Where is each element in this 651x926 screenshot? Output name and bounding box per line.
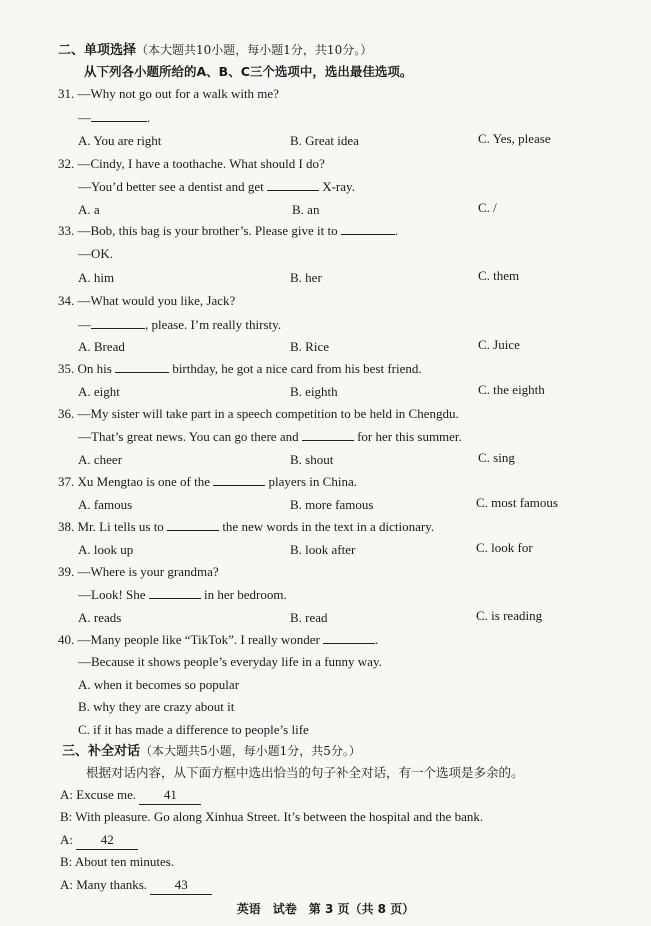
dialogue-text: A: — [60, 832, 73, 847]
section-2-number: 二、 — [58, 43, 85, 58]
question-40-text: 40. —Many people like “TikTok”. I really wonder — [58, 632, 320, 647]
question-37-option-a[interactable]: A. famous — [78, 497, 133, 512]
question-36-option-a[interactable]: A. cheer — [78, 452, 123, 467]
question-39-text-end: in her bedroom. — [204, 587, 287, 602]
question-33-option-a[interactable]: A. him — [78, 270, 115, 285]
question-40-stem — [58, 631, 378, 649]
question-35-text: 35. On his — [58, 361, 112, 376]
question-33-stem — [58, 222, 398, 240]
question-38-text-end: the new words in the text in a dictionary. — [222, 519, 435, 534]
section-3-number: 三、 — [62, 744, 89, 759]
question-31-dash: — — [78, 110, 91, 125]
question-33-period: . — [394, 223, 399, 238]
question-31-stem: 31. —Why not go out for a walk with me? — [58, 86, 279, 101]
question-37-text: 37. Xu Mengtao is one of the — [58, 474, 211, 489]
dialogue-blank-42[interactable]: 42 — [76, 831, 138, 850]
question-40-blank[interactable] — [323, 631, 375, 644]
question-38-blank[interactable] — [167, 518, 219, 531]
question-36-text: —That’s great news. You can go there and — [78, 429, 299, 444]
dialogue-blank-43[interactable]: 43 — [150, 876, 212, 895]
question-33-response: —OK. — [78, 246, 114, 261]
question-35-blank[interactable] — [115, 360, 169, 373]
section-2-note: （本大题共10小题，每小题1分，共10分。） — [136, 43, 373, 57]
question-39-blank[interactable] — [149, 586, 201, 599]
section-3-instruction: 根据对话内容，从下面方框中选出恰当的句子补全对话，有一个选项是多余的。 — [86, 765, 524, 780]
question-31-blank[interactable] — [91, 109, 147, 122]
question-40-period: . — [375, 632, 379, 647]
page-footer: 英语 试卷 第 3 页（共 8 页） — [236, 902, 415, 916]
question-31-option-c[interactable]: C. Yes, please — [478, 131, 551, 146]
question-33-blank[interactable] — [341, 222, 395, 235]
question-34-option-a[interactable]: A. Bread — [78, 339, 125, 354]
question-34-text: , please. I’m really thirsty. — [145, 317, 281, 332]
question-36-option-b[interactable]: B. shout — [290, 452, 334, 467]
question-33-option-c[interactable]: C. them — [478, 268, 520, 283]
dialogue-blank-41[interactable]: 41 — [139, 786, 201, 805]
question-34-option-b[interactable]: B. Rice — [290, 339, 329, 354]
dialogue-line-4: B: About ten minutes. — [60, 854, 175, 869]
question-38-option-b[interactable]: B. look after — [290, 542, 356, 557]
question-36-blank[interactable] — [302, 428, 354, 441]
question-33-text: 33. —Bob, this bag is your brother’s. Please give it to — [58, 223, 338, 238]
question-37-stem — [58, 473, 357, 491]
question-32-option-a[interactable]: A. a — [78, 202, 100, 217]
question-32-blank[interactable] — [267, 178, 319, 191]
question-38-text: 38. Mr. Li tells us to — [58, 519, 164, 534]
dialogue-line-3 — [60, 831, 138, 850]
section-3-title: 补全对话 — [88, 744, 141, 759]
question-35-option-a[interactable]: A. eight — [78, 384, 120, 399]
question-32-text-end: X-ray. — [322, 179, 355, 194]
question-32-text: —You’d better see a dentist and get — [78, 179, 264, 194]
section-3-header — [62, 742, 361, 761]
section-2-title: 单项选择 — [84, 43, 137, 58]
question-38-stem — [58, 518, 434, 536]
question-35-stem — [58, 360, 422, 378]
question-40-option-b[interactable]: B. why they are crazy about it — [78, 699, 235, 714]
question-40-response: —Because it shows people’s everyday life in a funny way. — [78, 654, 382, 669]
question-38-option-c[interactable]: C. look for — [476, 540, 533, 555]
question-32-option-c[interactable]: C. / — [478, 200, 497, 215]
question-37-blank[interactable] — [213, 473, 265, 486]
question-39-response — [78, 586, 287, 604]
question-37-text-end: players in China. — [268, 474, 357, 489]
question-37-option-b[interactable]: B. more famous — [290, 497, 374, 512]
question-32-option-b[interactable]: B. an — [292, 202, 320, 217]
question-31-option-b[interactable]: B. Great idea — [290, 133, 359, 148]
dialogue-line-2: B: With pleasure. Go along Xinhua Street. It’s between the hospital and the bank. — [60, 809, 484, 824]
question-31-option-a[interactable]: A. You are right — [78, 133, 162, 148]
question-35-option-b[interactable]: B. eighth — [290, 384, 338, 399]
question-37-option-c[interactable]: C. most famous — [476, 495, 558, 510]
question-40-option-c[interactable]: C. if it has made a difference to people’s life — [78, 722, 309, 737]
question-34-option-c[interactable]: C. Juice — [478, 337, 520, 352]
question-34-blank[interactable] — [91, 316, 145, 329]
question-39-option-a[interactable]: A. reads — [78, 610, 122, 625]
question-34-response — [78, 316, 281, 334]
question-32-stem: 32. —Cindy, I have a toothache. What should I do? — [58, 156, 325, 171]
question-31-period: . — [147, 110, 151, 125]
question-34-dash: — — [78, 317, 91, 332]
question-39-option-b[interactable]: B. read — [290, 610, 328, 625]
question-31-response — [78, 109, 150, 127]
question-39-stem: 39. —Where is your grandma? — [58, 564, 219, 579]
dialogue-text: A: Excuse me. — [60, 787, 137, 802]
question-40-option-a[interactable]: A. when it becomes so popular — [78, 677, 240, 692]
question-36-stem: 36. —My sister will take part in a speech competition to be held in Chengdu. — [58, 406, 459, 421]
question-32-response — [78, 178, 355, 196]
question-36-response — [78, 428, 462, 446]
question-36-text-end: for her this summer. — [357, 429, 462, 444]
question-39-text: —Look! She — [78, 587, 146, 602]
question-38-option-a[interactable]: A. look up — [78, 542, 134, 557]
question-34-stem: 34. —What would you like, Jack? — [58, 293, 236, 308]
question-35-option-c[interactable]: C. the eighth — [478, 382, 545, 397]
dialogue-text: A: Many thanks. — [60, 877, 148, 892]
section-2-instruction: 从下列各小题所给的A、B、C三个选项中，选出最佳选项。 — [84, 64, 413, 79]
section-2-header — [58, 41, 372, 60]
dialogue-line-5 — [60, 876, 212, 895]
question-39-option-c[interactable]: C. is reading — [476, 608, 543, 623]
dialogue-line-1 — [60, 786, 201, 805]
question-36-option-c[interactable]: C. sing — [478, 450, 515, 465]
section-3-note: （本大题共5小题，每小题1分，共5分。） — [140, 744, 361, 758]
question-35-text-end: birthday, he got a nice card from his best friend. — [172, 361, 422, 376]
question-33-option-b[interactable]: B. her — [290, 270, 322, 285]
